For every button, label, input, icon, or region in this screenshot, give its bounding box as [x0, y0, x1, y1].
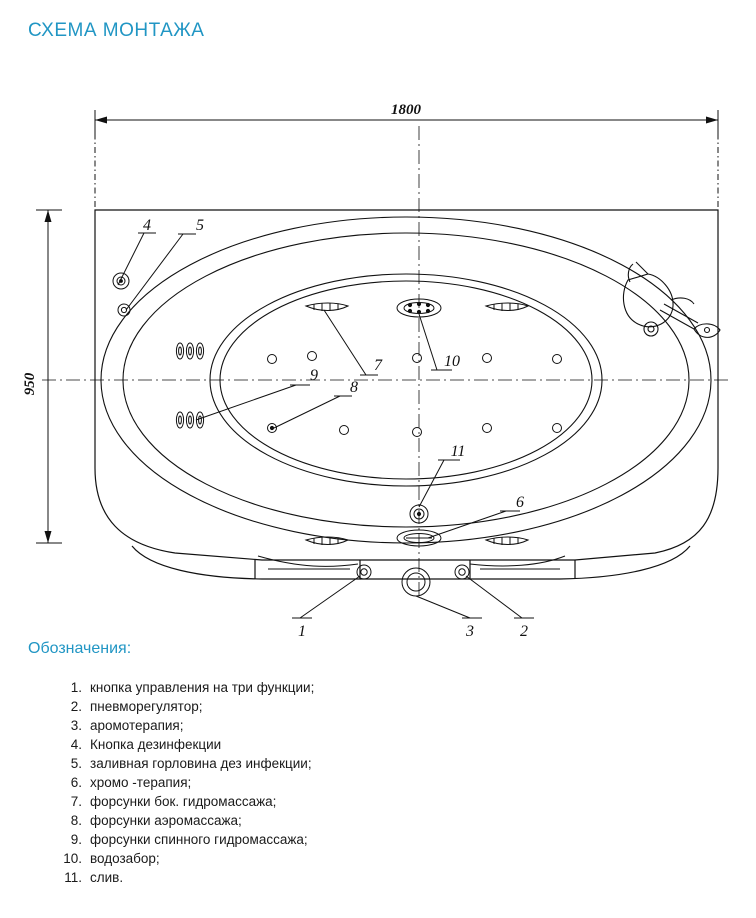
list-item [52, 716, 532, 735]
callout-11: 11 [450, 443, 466, 460]
legend-number: 1. [70, 680, 82, 695]
legend-number: 7. [70, 794, 82, 809]
callout-3: 3 [466, 623, 474, 640]
legend-number: 2. [70, 699, 82, 714]
callout-10: 10 [444, 353, 460, 370]
list-item [52, 735, 532, 754]
callout-2: 2 [520, 623, 528, 640]
list-item [52, 754, 532, 773]
dimension-height-label: 950 [22, 372, 38, 396]
page-title: СХЕМА МОНТАЖА [28, 20, 205, 41]
legend-text: форсунки аэромассажа; [90, 813, 242, 828]
list-item [52, 811, 532, 830]
callout-9: 9 [310, 367, 318, 384]
list-item [52, 849, 532, 868]
legend-text: заливная горловина дез инфекции; [90, 756, 312, 771]
legend-number: 10. [63, 851, 82, 866]
dimension-width [95, 110, 718, 218]
legend-text: форсунки спинного гидромассажа; [90, 832, 308, 847]
list-item [52, 830, 532, 849]
list-item [52, 792, 532, 811]
legend-number: 11. [64, 870, 82, 885]
legend-number: 9. [70, 832, 82, 847]
installation-diagram [0, 48, 756, 640]
legend-text: слив. [90, 870, 124, 885]
faucet-assembly [623, 262, 720, 337]
disinfection-fittings [113, 273, 130, 316]
dimension-width-label: 1800 [391, 102, 421, 118]
legend-number: 6. [70, 775, 82, 790]
list-item [52, 697, 532, 716]
callout-4: 4 [143, 217, 151, 234]
list-item [52, 868, 532, 887]
legend-text: аромотерапия; [90, 718, 184, 733]
legend-heading: Обозначения: [28, 640, 132, 657]
bowl-jets [268, 352, 562, 437]
bath-ledges [258, 556, 565, 569]
control-fittings [357, 565, 469, 596]
centre-axes [42, 126, 730, 596]
legend-text: форсунки бок. гидромассажа; [90, 794, 277, 809]
back-hydromassage-jets [176, 343, 203, 428]
legend-number: 5. [70, 756, 82, 771]
callout-7: 7 [374, 357, 382, 374]
list-item [52, 678, 532, 697]
legend-text: пневморегулятор; [90, 699, 203, 714]
legend-number: 8. [70, 813, 82, 828]
callout-1: 1 [298, 623, 306, 640]
legend-text: хромо -терапия; [90, 775, 192, 790]
jets-rim [306, 303, 528, 545]
callout-8: 8 [350, 379, 358, 396]
callout-5: 5 [196, 217, 204, 234]
list-item [52, 773, 532, 792]
legend-text: водозабор; [90, 851, 160, 866]
legend-text: Кнопка дезинфекции [90, 737, 222, 752]
legend-number: 4. [70, 737, 82, 752]
dimension-height [36, 210, 62, 543]
legend-list [52, 678, 532, 887]
legend-number: 3. [70, 718, 82, 733]
callout-6: 6 [516, 494, 524, 511]
legend-text: кнопка управления на три функции; [90, 680, 315, 695]
